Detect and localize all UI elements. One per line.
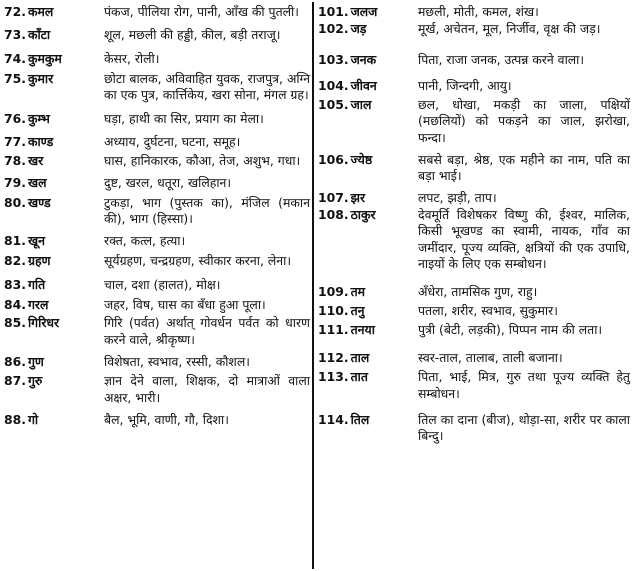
- entry-101: [318, 4, 630, 20]
- entry-word: गुरु: [27, 373, 43, 389]
- entry-meaning: दुष्ट, खरल, धतूरा, खलिहान।: [104, 175, 232, 191]
- entry-meaning: रक्त, कत्ल, हत्या।: [104, 233, 186, 249]
- entry-number: 85.: [4, 315, 26, 331]
- entry-80: [4, 195, 310, 228]
- entry-meaning: घास, हानिकारक, कौआ, तेज, अशुभ, गधा।: [104, 153, 301, 169]
- entry-number: 76.: [4, 111, 26, 127]
- entry-word: कुमकुम: [27, 50, 62, 66]
- entry-word: काँटा: [27, 27, 51, 43]
- entry-number: 82.: [4, 252, 26, 268]
- entry-109: [318, 284, 630, 300]
- entry-number: 74.: [4, 50, 26, 66]
- entry-meaning: शूल, मछली की हड्डी, कील, बड़ी तराजू।: [104, 27, 281, 43]
- entry-word: तनया: [350, 321, 375, 337]
- entry-word: ज्येष्ठ: [350, 152, 373, 168]
- entry-word: ग्रहण: [27, 252, 51, 268]
- entry-word: गति: [27, 276, 46, 292]
- entry-number: 109.: [318, 284, 349, 300]
- entry-number: 73.: [4, 27, 26, 43]
- entry-number: 80.: [4, 194, 26, 210]
- entry-word: तिल: [350, 411, 370, 427]
- entry-number: 104.: [318, 77, 349, 93]
- entry-word: जीवन: [350, 77, 377, 93]
- entry-word: खून: [27, 233, 45, 249]
- entry-103: [318, 52, 630, 68]
- entry-word: कुमार: [27, 70, 54, 86]
- entry-meaning: सूर्यग्रहण, चन्द्रग्रहण, स्वीकार करना, लेना।: [104, 252, 292, 268]
- entry-meaning: लपट, झड़ी, ताप।: [418, 189, 497, 205]
- entry-number: 107.: [318, 189, 349, 205]
- entry-word: झर: [350, 189, 366, 205]
- entry-number: 83.: [4, 276, 26, 292]
- entry-number: 114.: [318, 411, 349, 427]
- entry-73: [4, 27, 310, 43]
- entry-number: 72.: [4, 4, 26, 19]
- entry-number: 105.: [318, 97, 349, 113]
- entry-106: [318, 152, 630, 185]
- column-divider: [312, 2, 314, 569]
- entry-87: [4, 373, 310, 406]
- entry-meaning: छल, धोखा, मकड़ी का जाला, पक्षियों (मछलियों) को पकड़ने का जाल, झरोखा, फन्दा।: [418, 97, 630, 145]
- entry-number: 87.: [4, 373, 26, 389]
- entry-word: जाल: [350, 97, 372, 113]
- entry-meaning: देवमूर्ति विशेषकर विष्णु की, ईश्वर, मालिक, किसी भूखण्ड का स्वामी, नायक, गाँव का जमींदार, पूज्य व्यक्ति, क्षत्रियों की एक उपाधि, नाइयों के लिए एक सम्बोधन।: [418, 206, 630, 271]
- entry-number: 81.: [4, 233, 26, 249]
- entry-meaning: घड़ा, हाथी का सिर, प्रयाग का मेला।: [104, 111, 264, 127]
- entry-meaning: ज्ञान देने वाला, शिक्षक, दो मात्राओं वाला अक्षर, भारी।: [104, 373, 310, 405]
- entry-meaning: अध्याय, दुर्घटना, घटना, समूह।: [104, 133, 241, 149]
- entry-number: 113.: [318, 369, 349, 385]
- entry-word: गो: [27, 411, 39, 427]
- entry-meaning: केसर, रोली।: [104, 50, 160, 66]
- entry-word: तनु: [350, 303, 365, 319]
- entry-81: [4, 233, 310, 249]
- entry-meaning: छोटा बालक, अविवाहित युवक, राजपुत्र, अग्नि का एक पुत्र, कार्त्तिकेय, खरा सोना, मंगल ग्रह।: [104, 70, 310, 103]
- entry-number: 101.: [318, 4, 349, 19]
- entry-75: [4, 71, 310, 104]
- entry-number: 86.: [4, 354, 26, 370]
- entry-114: [318, 412, 630, 445]
- entry-110: [318, 303, 630, 319]
- entry-meaning: पिता, भाई, मित्र, गुरु तथा पूज्य व्यक्ति हेतु सम्बोधन।: [418, 369, 630, 401]
- entry-meaning: पतला, शरीर, स्वभाव, सुकुमार।: [418, 303, 558, 319]
- entry-meaning: बैल, भूमि, वाणी, गौ, दिशा।: [104, 411, 229, 427]
- entry-78: [4, 153, 310, 169]
- entry-105: [318, 97, 630, 146]
- entry-112: [318, 350, 630, 366]
- entry-word: जलज: [350, 4, 378, 19]
- entry-number: 84.: [4, 297, 26, 313]
- entry-88: [4, 412, 310, 428]
- entry-meaning: चाल, दशा (हालत), मोक्ष।: [104, 276, 221, 292]
- entry-107: [318, 190, 630, 206]
- entry-meaning: पिता, राजा जनक, उत्पन्न करने वाला।: [418, 51, 585, 67]
- entry-meaning: गिरि (पर्वत) अर्थात् गोवर्धन पर्वत को धारण करने वाले, श्रीकृष्ण।: [104, 315, 310, 347]
- entry-76: [4, 111, 310, 127]
- entry-111: [318, 322, 630, 338]
- entry-meaning: अँधेरा, तामसिक गुण, राहु।: [418, 284, 538, 300]
- entry-number: 75.: [4, 70, 26, 86]
- entry-word: जड़: [350, 21, 367, 37]
- entry-word: खर: [27, 153, 44, 169]
- entry-86: [4, 354, 310, 370]
- entry-meaning: मूर्ख, अचेतन, मूल, निर्जीव, वृक्ष की जड़।: [418, 21, 601, 37]
- entry-number: 102.: [318, 21, 349, 37]
- entry-number: 108.: [318, 206, 349, 222]
- entry-meaning: पानी, जिन्दगी, आयु।: [418, 77, 512, 93]
- entry-84: [4, 297, 310, 313]
- entry-meaning: पंकज, पीलिया रोग, पानी, आँख की पुतली।: [104, 4, 299, 19]
- entry-word: खण्ड: [27, 194, 51, 210]
- entry-meaning: स्वर-ताल, तालाब, ताली बजाना।: [418, 350, 563, 366]
- entry-word: ताल: [350, 350, 370, 366]
- entry-number: 103.: [318, 51, 349, 67]
- entry-102: [318, 21, 630, 37]
- entry-number: 112.: [318, 350, 349, 366]
- entry-word: काण्ड: [27, 133, 54, 149]
- entry-82: [4, 253, 310, 269]
- entry-85: [4, 315, 310, 348]
- entry-word: खल: [27, 175, 47, 191]
- entry-word: गुण: [27, 354, 44, 370]
- entry-word: कमल: [27, 4, 54, 19]
- entry-number: 106.: [318, 152, 349, 168]
- entry-108: [318, 207, 630, 272]
- entry-word: जनक: [350, 51, 377, 67]
- entry-number: 88.: [4, 411, 26, 427]
- entry-meaning: सबसे बड़ा, श्रेष्ठ, एक महीने का नाम, पति का बड़ा भाई।: [418, 152, 630, 184]
- entry-77: [4, 134, 310, 150]
- entry-meaning: टुकड़ा, भाग (पुस्तक का), मंजिल (मकान की), भाग (हिस्सा)।: [104, 194, 310, 226]
- entry-83: [4, 277, 310, 293]
- entry-word: तात: [350, 369, 368, 385]
- entry-word: तम: [350, 284, 366, 300]
- left-column: [4, 4, 310, 428]
- entry-word: गरल: [27, 297, 49, 313]
- entry-number: 77.: [4, 133, 26, 149]
- entry-word: ठाकुर: [350, 206, 376, 222]
- entry-number: 110.: [318, 303, 349, 319]
- entry-79: [4, 175, 310, 191]
- entry-113: [318, 369, 630, 402]
- entry-meaning: तिल का दाना (बीज), थोड़ा-सा, शरीर पर काला बिन्दु।: [418, 411, 630, 444]
- entry-number: 79.: [4, 175, 26, 191]
- right-column: [318, 4, 630, 445]
- entry-meaning: विशेषता, स्वभाव, रस्सी, कौशल।: [104, 354, 250, 370]
- entry-meaning: जहर, विष, घास का बँधा हुआ पूला।: [104, 297, 266, 313]
- entry-74: [4, 51, 310, 67]
- entry-meaning: पुत्री (बेटी, लड़की), पिप्पन नाम की लता।: [418, 321, 603, 337]
- entry-104: [318, 78, 630, 94]
- entry-72: [4, 4, 310, 20]
- entry-word: गिरिधर: [27, 315, 60, 331]
- entry-number: 78.: [4, 153, 26, 169]
- entry-word: कुम्भ: [27, 111, 50, 127]
- entry-number: 111.: [318, 321, 349, 337]
- entry-meaning: मछली, मोती, कमल, शंख।: [418, 4, 539, 19]
